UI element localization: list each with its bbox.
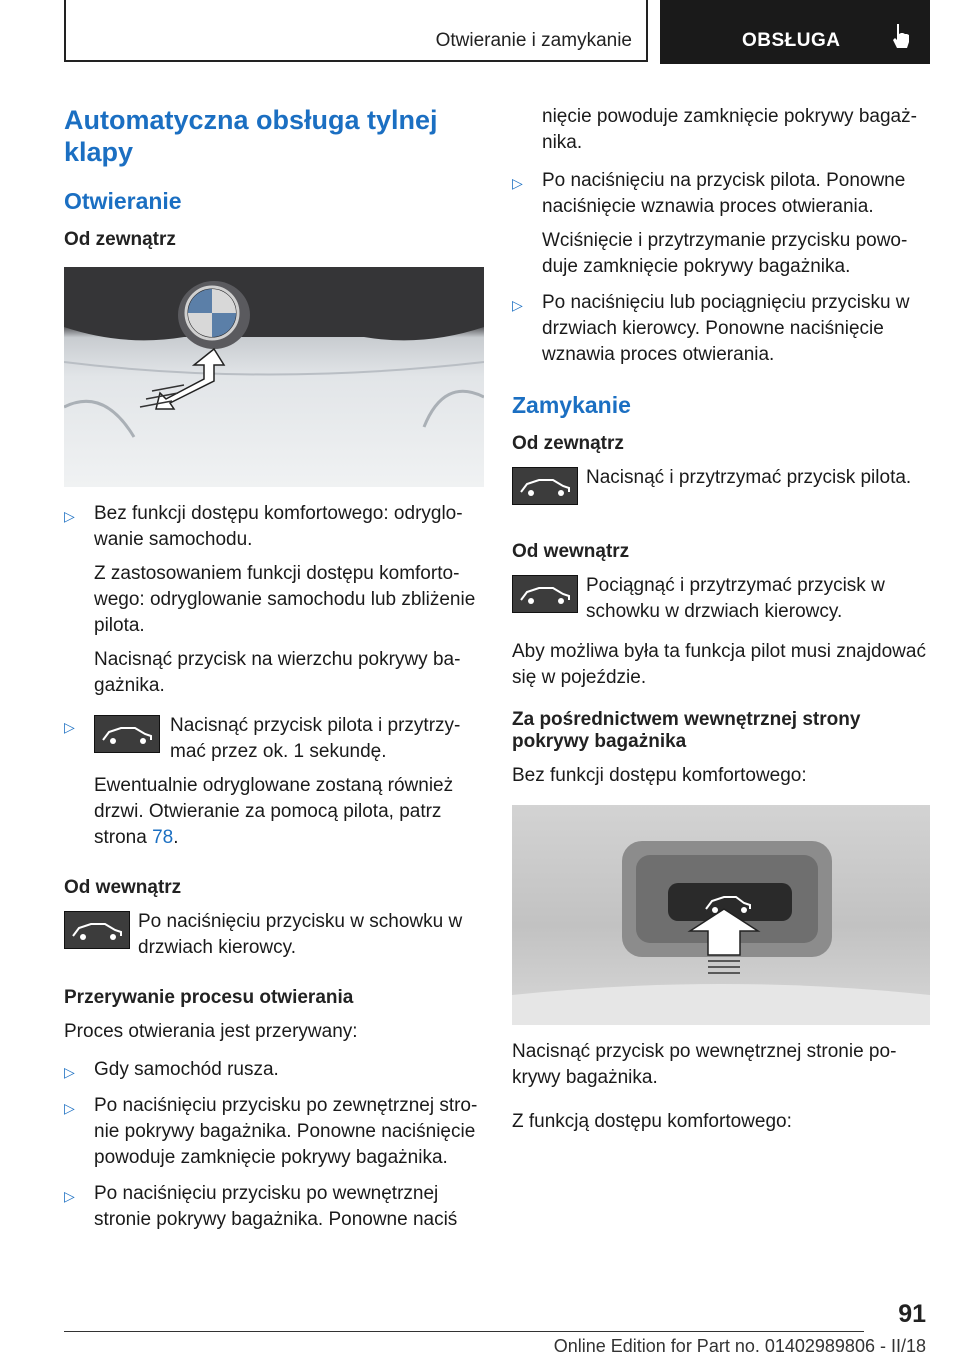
hand-pointer-icon xyxy=(890,22,912,55)
page-title: Automatyczna obsługa tylnej klapy xyxy=(64,105,438,167)
bullet-continuation xyxy=(94,773,484,851)
heading-inside: Od wewnątrz xyxy=(64,877,182,898)
remote-tailgate-key-icon xyxy=(512,467,578,505)
bullet-text: Bez funkcji dostępu komfortowego: odryglowanie samochodu. xyxy=(94,503,463,550)
heading-interrupt: Przerywanie procesu otwierania xyxy=(64,987,354,1008)
bullet-text: Nacisnąć przycisk pilota i przytrzymać przez ok. 1 sekundę. xyxy=(170,715,461,762)
page-reference-link[interactable]: 78 xyxy=(152,827,174,848)
triangle-bullet-icon: ▷ xyxy=(64,719,75,735)
bullet-text: Gdy samochód rusza. xyxy=(94,1059,279,1080)
bullet-item xyxy=(512,168,930,280)
tailgate-illustration xyxy=(64,267,484,487)
bullet-item xyxy=(512,290,930,368)
bullet-text: Po naciśnięciu przycisku po wewnętrznej stronie pokrywy bagażnika. Ponowne naciś xyxy=(94,1183,458,1230)
door-tailgate-button-icon xyxy=(64,911,130,949)
heading-outside: Od zewnątrz xyxy=(64,229,176,250)
bullet-continuation-text: Ewentualnie odryglowane zostaną również drzwi. Otwieranie za pomocą pilota, patrz strona xyxy=(94,775,454,848)
bullet-continuation: Nacisnąć przycisk na wierzchu pokrywy bagażnika. xyxy=(94,649,461,696)
triangle-bullet-icon: ▷ xyxy=(512,175,523,191)
page-header xyxy=(64,0,930,65)
icon-instruction xyxy=(512,573,930,625)
subtitle-opening: Otwieranie xyxy=(64,188,182,214)
bullet-item xyxy=(64,1181,484,1233)
bullet-item xyxy=(64,1057,484,1083)
heading-inside: Od wewnątrz xyxy=(512,541,630,562)
bullet-item xyxy=(64,1093,484,1171)
door-tailgate-button-icon xyxy=(512,575,578,613)
inner-tailgate-button-photo xyxy=(512,805,930,1025)
tailgate-emblem-photo xyxy=(64,267,484,487)
triangle-bullet-icon: ▷ xyxy=(64,508,75,524)
section-label: OBSŁUGA xyxy=(742,30,841,51)
bullet-continuation: Wciśnięcie i przytrzymanie przycisku powoduje zamknięcie pokrywy bagażnika. xyxy=(542,230,908,277)
bullet-continuation: Z zastosowaniem funkcji dostępu komfortowego: odryglowanie samochodu lub zbliżenie pilota. xyxy=(94,563,476,636)
inner-intro: Bez funkcji dostępu komfortowego: xyxy=(512,765,807,786)
bullet-text: Po naciśnięciu przycisku po zewnętrznej stronie pokrywy bagażnika. Ponowne naciśnięcie powoduje zamknięcie pokrywy bagażnika. xyxy=(94,1095,478,1168)
punctuation: . xyxy=(173,827,179,848)
bullet-text: Po naciśnięciu na przycisk pilota. Ponowne naciśnięcie wznawia proces otwierania. xyxy=(542,170,906,217)
heading-outside: Od zewnątrz xyxy=(512,433,624,454)
section-tab xyxy=(660,0,930,64)
remote-note: Aby możliwa była ta funkcja pilot musi znajdować się w pojeździe. xyxy=(512,641,926,688)
subtitle-closing: Zamykanie xyxy=(512,392,631,418)
instruction-text: Pociągnąć i przytrzymać przycisk w schowku w drzwiach kierowcy. xyxy=(586,575,885,622)
icon-instruction xyxy=(512,465,930,517)
right-column xyxy=(512,104,930,1147)
chapter-title: Otwieranie i zamykanie xyxy=(435,30,632,51)
triangle-bullet-icon: ▷ xyxy=(64,1064,75,1080)
edition-text: Online Edition for Part no. 01402989806 - II/18 xyxy=(553,1336,926,1356)
comfort-access-line: Z funkcją dostępu komfortowego: xyxy=(512,1111,792,1132)
bullet-item xyxy=(64,713,484,851)
inner-after-photo: Nacisnąć przycisk po wewnętrznej stronie pokrywy bagażnika. xyxy=(512,1041,897,1088)
continued-text: nięcie powoduje zamknięcie pokrywy bagażnika. xyxy=(542,106,917,153)
left-column xyxy=(64,104,484,1239)
instruction-text: Po naciśnięciu przycisku w schowku w drzwiach kierowcy. xyxy=(138,911,463,958)
triangle-bullet-icon: ▷ xyxy=(64,1100,75,1116)
bullet-text: Po naciśnięciu lub pociągnięciu przycisku w drzwiach kierowcy. Ponowne naciśnięcie wznawia proces otwierania. xyxy=(542,292,910,365)
interrupt-intro: Proces otwierania jest przerywany: xyxy=(64,1021,358,1042)
inner-button-illustration xyxy=(512,805,930,1025)
instruction-text: Nacisnąć i przytrzymać przycisk pilota. xyxy=(586,467,912,488)
chapter-box xyxy=(64,0,648,62)
remote-tailgate-key-icon xyxy=(94,715,160,753)
heading-inner-side: Za pośrednictwem wewnętrznej strony pokrywy bagażnika xyxy=(512,709,861,752)
triangle-bullet-icon: ▷ xyxy=(512,297,523,313)
footer-divider xyxy=(64,1331,864,1332)
icon-instruction xyxy=(64,909,484,961)
triangle-bullet-icon: ▷ xyxy=(64,1188,75,1204)
bullet-item xyxy=(64,501,484,699)
page-number: 91 xyxy=(898,1300,926,1328)
